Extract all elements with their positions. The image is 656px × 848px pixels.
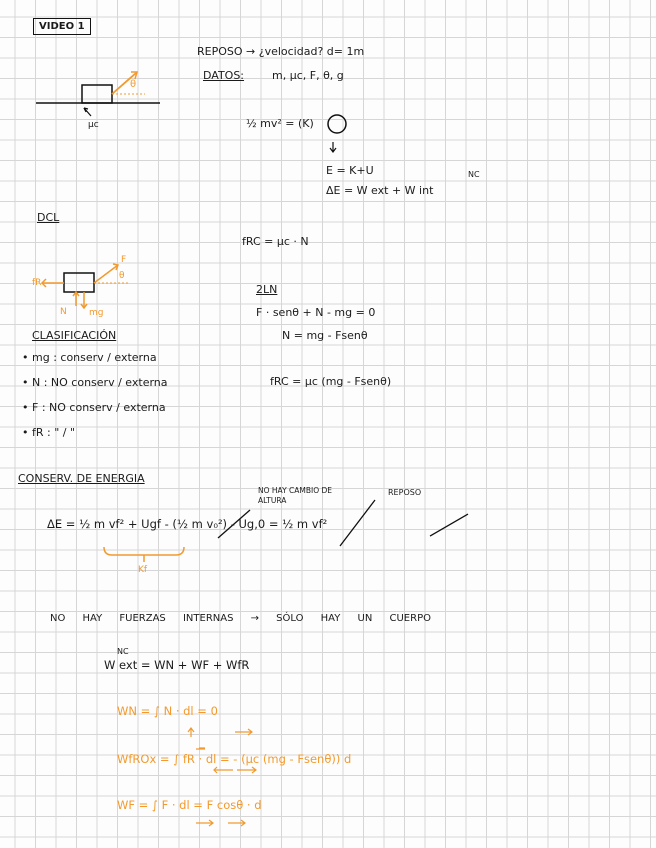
reposo-line: REPOSO → ¿velocidad? d= 1m <box>197 45 365 58</box>
internas-note: NO HAY FUERZAS INTERNAS → SÓLO HAY UN CUERPO <box>50 613 431 624</box>
fr-label: fR <box>32 278 42 288</box>
free-body-diagram <box>42 264 130 308</box>
ley2-label: 2LN <box>256 283 278 296</box>
work-ext-eq: W ext = WN + WF + WfR <box>104 658 250 672</box>
friction-eq: fRC = μc · N <box>242 235 309 248</box>
block-diagram-top <box>36 72 160 116</box>
work-n-eq: WN = ∫ N · dl = 0 <box>117 704 218 718</box>
page-title: VIDEO 1 <box>33 18 91 35</box>
k-circle <box>328 115 346 133</box>
kinetic-eq: ½ mv² = (K) <box>246 117 314 130</box>
kf-brace <box>104 547 184 555</box>
kf-label: Kf <box>138 565 148 575</box>
ley2-eq1: F · senθ + N - mg = 0 <box>256 306 376 319</box>
energy-conservation-eq: ΔE = ½ m vf² + Ugf - (½ m v₀²) - Ug,0 = ½ m vf² <box>47 517 328 531</box>
mu-label: μc <box>88 120 99 130</box>
theta-dcl: θ <box>119 271 125 281</box>
dcl-label: DCL <box>37 211 60 224</box>
reposo-note: REPOSO <box>388 488 422 497</box>
clasificacion-item: • mg : conserv / externa <box>22 351 157 364</box>
clasificacion-label: CLASIFICACIÓN <box>32 329 117 342</box>
conserv-label: CONSERV. DE ENERGIA <box>18 472 145 485</box>
nc-mark-2: NC <box>117 647 129 656</box>
no-cambio-note: NO HAY CAMBIO DE ALTURA <box>258 486 333 505</box>
delta-e-eq: ΔE = W ext + W int <box>326 184 434 197</box>
work-f-eq: WF = ∫ F · dl = F cosθ · d <box>117 798 262 812</box>
clasificacion-item: • F : NO conserv / externa <box>22 401 166 414</box>
mg-label: mg <box>89 308 104 318</box>
theta-top: θ <box>130 79 137 90</box>
n-label: N <box>60 307 67 317</box>
datos-values: m, μc, F, θ, g <box>272 69 344 82</box>
nc-mark: NC <box>468 170 480 179</box>
ley2-eq2: N = mg - Fsenθ <box>282 329 368 342</box>
energy-eq: E = K+U <box>326 164 374 177</box>
ley2-eq3: fRC = μc (mg - Fsenθ) <box>270 375 392 388</box>
f-label: F <box>121 255 127 265</box>
datos-label: DATOS: <box>203 69 245 82</box>
work-fr-eq: WfROx = ∫ fR · dl = - (μc (mg - Fsenθ)) d <box>117 752 352 766</box>
clasificacion-item: • fR : " / " <box>22 426 76 439</box>
clasificacion-item: • N : NO conserv / externa <box>22 376 168 389</box>
